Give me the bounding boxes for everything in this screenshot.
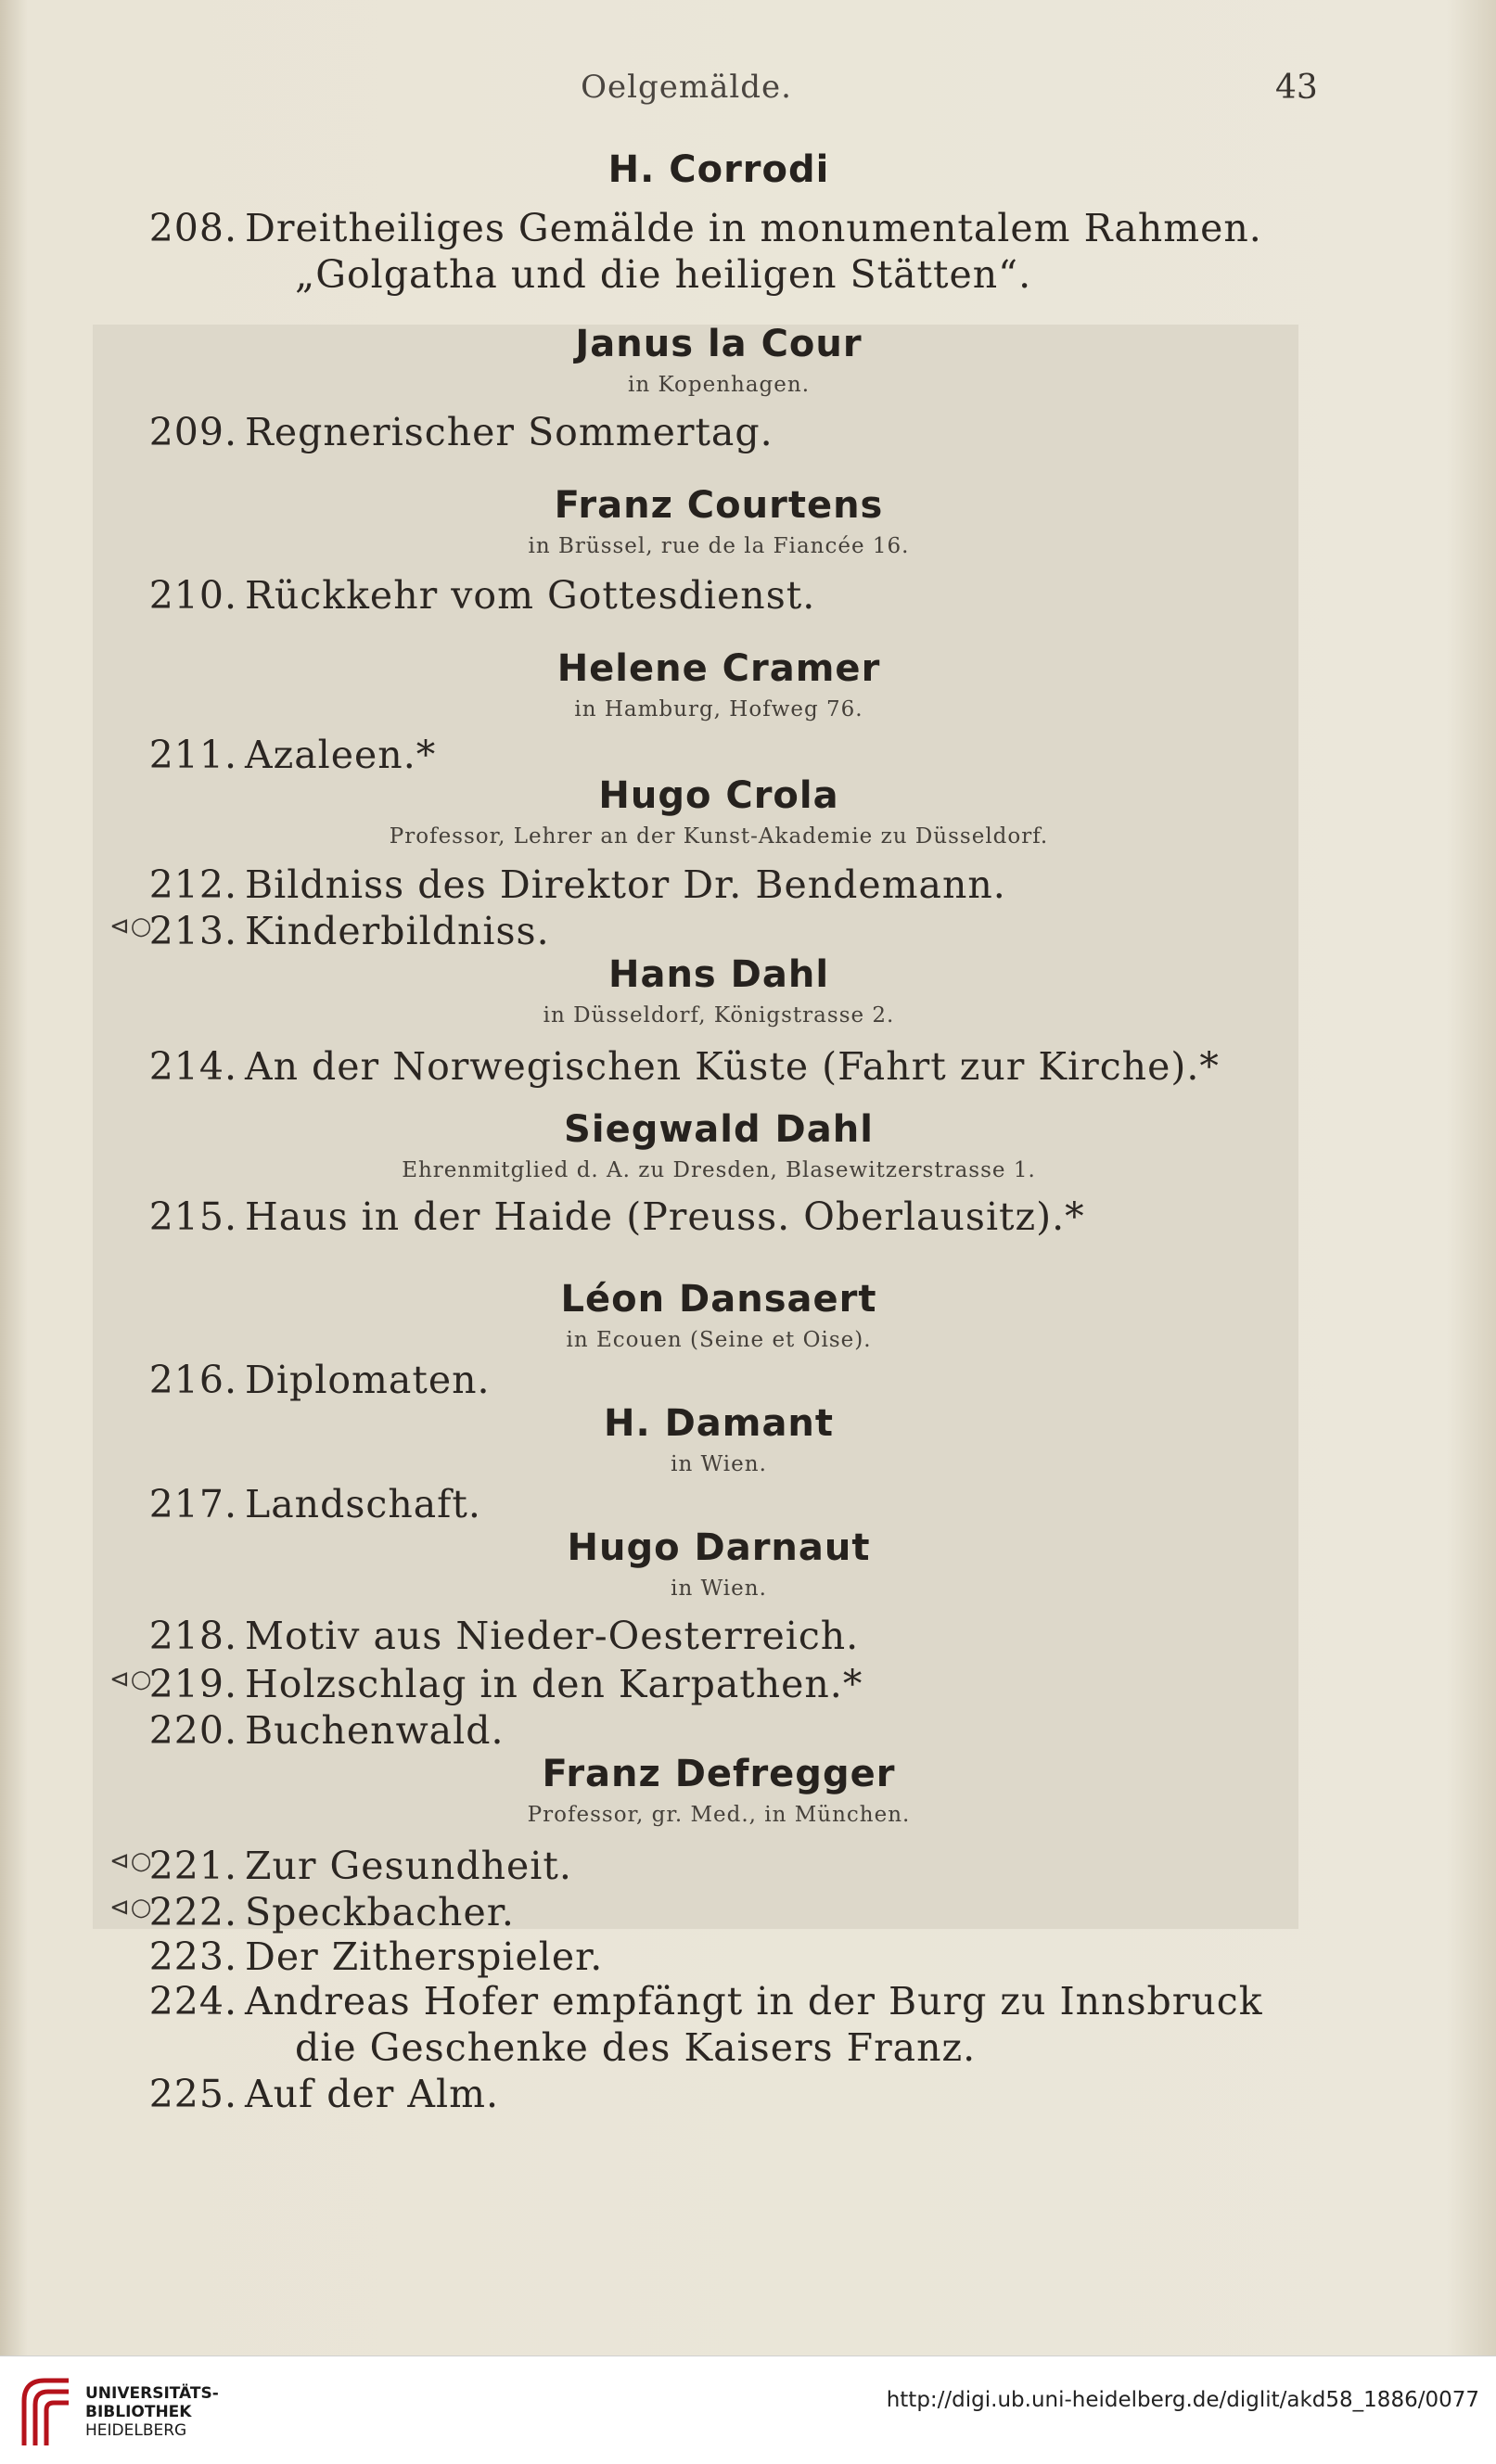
entry-number: 221. — [148, 1844, 237, 1888]
running-head — [0, 69, 1496, 115]
artist-heading — [0, 1526, 1438, 1601]
artist-name: Hugo Crola — [598, 774, 839, 817]
library-logo-icon[interactable] — [17, 2373, 76, 2451]
catalog-entry — [0, 1614, 1391, 1660]
catalog-entry — [0, 1890, 1391, 1936]
entry-number: 208. — [148, 206, 237, 250]
entry-title: Auf der Alm. — [245, 2072, 499, 2116]
entry-title: Rückkehr vom Gottesdienst. — [245, 573, 816, 618]
artist-heading — [0, 1108, 1438, 1182]
artist-info: in Kopenhagen. — [627, 373, 811, 397]
entry-title: An der Norwegischen Küste (Fahrt zur Kirche).* — [245, 1044, 1220, 1089]
entry-title: Holzschlag in den Karpathen.* — [245, 1662, 863, 1706]
entry-number: 216. — [148, 1358, 237, 1402]
artist-name: Hugo Darnaut — [567, 1526, 871, 1569]
catalog-entry — [0, 862, 1391, 909]
artist-heading — [0, 148, 1438, 191]
artist-name: Hans Dahl — [607, 953, 830, 996]
artist-name: Janus la Cour — [575, 323, 863, 365]
artist-info: in Düsseldorf, Königstrasse 2. — [543, 1003, 895, 1028]
entry-mark: ⊲○ — [109, 1666, 153, 1693]
artist-heading — [0, 1278, 1438, 1352]
entry-number: 217. — [148, 1482, 237, 1526]
footer-bar — [0, 2355, 1496, 2464]
logo-line-2: BIBLIOTHEK — [85, 2403, 192, 2421]
artist-info: in Wien. — [671, 1452, 767, 1476]
entry-number: 211. — [148, 733, 237, 777]
entry-number: 222. — [148, 1890, 237, 1934]
catalog-entry — [0, 573, 1391, 619]
catalog-entry — [0, 1662, 1391, 1708]
entry-title: Kinderbildniss. — [245, 909, 550, 953]
entry-title: Motiv aus Nieder-Oesterreich. — [245, 1614, 860, 1658]
entry-number: 214. — [148, 1044, 237, 1089]
artist-name: Franz Defregger — [542, 1753, 896, 1795]
artist-name: Franz Courtens — [554, 484, 884, 527]
entry-title: Bildniss des Direktor Dr. Bendemann. — [245, 862, 1006, 907]
catalog-entry — [0, 1482, 1391, 1528]
entry-title: Diplomaten. — [245, 1358, 491, 1402]
entry-number: 212. — [148, 862, 237, 907]
logo-line-3: HEIDELBERG — [85, 2421, 187, 2440]
entry-title: Azaleen.* — [245, 733, 437, 777]
artist-heading — [0, 953, 1438, 1028]
artist-heading — [0, 1753, 1438, 1827]
catalog-entry — [0, 2072, 1391, 2118]
library-logo-text[interactable] — [85, 2384, 219, 2440]
artist-info: Professor, Lehrer an der Kunst-Akademie zu Düsseldorf. — [389, 824, 1049, 849]
entry-number: 209. — [148, 410, 237, 454]
entry-title: Buchenwald. — [245, 1708, 505, 1753]
entry-title: Landschaft. — [245, 1482, 481, 1526]
entry-title: Haus in der Haide (Preuss. Oberlausitz).* — [245, 1194, 1085, 1239]
artist-heading — [0, 647, 1438, 721]
source-url-link[interactable]: http://digi.ub.uni-heidelberg.de/diglit/akd58_1886/0077 — [886, 2388, 1479, 2412]
catalog-entry — [0, 1044, 1391, 1091]
logo-line-1: UNIVERSITÄTS- — [85, 2384, 219, 2403]
catalog-entry — [0, 410, 1391, 456]
entry-number: 223. — [148, 1934, 237, 1979]
catalog-entry — [0, 206, 1391, 252]
catalog-entry — [0, 1844, 1391, 1890]
catalog-entry — [0, 1979, 1391, 2025]
entry-number: 218. — [148, 1614, 237, 1658]
entry-number: 213. — [148, 909, 237, 953]
entry-title: Speckbacher. — [245, 1890, 515, 1934]
entry-title: Der Zitherspieler. — [245, 1934, 604, 1979]
artist-name: Léon Dansaert — [560, 1278, 877, 1321]
entry-mark: ⊲○ — [109, 1847, 153, 1875]
catalog-entry — [0, 733, 1391, 779]
catalog-entry — [0, 1708, 1391, 1755]
entry-title-continuation: die Geschenke des Kaisers Franz. — [295, 2025, 977, 2070]
running-head-title: Oelgemälde. — [581, 69, 792, 106]
artist-info: in Wien. — [671, 1577, 767, 1601]
artist-name: H. Corrodi — [607, 148, 830, 191]
artist-info: Professor, gr. Med., in München. — [527, 1803, 911, 1827]
entry-number: 220. — [148, 1708, 237, 1753]
artist-heading — [0, 1402, 1438, 1476]
artist-heading — [0, 484, 1438, 558]
entry-number: 219. — [148, 1662, 237, 1706]
entry-title: Andreas Hofer empfängt in der Burg zu Innsbruck — [245, 1979, 1263, 2024]
catalog-entry — [0, 1934, 1391, 1981]
entry-title: Dreitheiliges Gemälde in monumentalem Rahmen. — [245, 206, 1262, 250]
entry-title-continuation: „Golgatha und die heiligen Stätten“. — [295, 252, 1032, 297]
artist-info: in Hamburg, Hofweg 76. — [574, 697, 863, 721]
artist-heading — [0, 323, 1438, 397]
entry-title: Regnerischer Sommertag. — [245, 410, 774, 454]
entry-number: 215. — [148, 1194, 237, 1239]
artist-info: Ehrenmitglied d. A. zu Dresden, Blasewitzerstrasse 1. — [402, 1158, 1036, 1182]
artist-name: Helene Cramer — [556, 647, 881, 690]
catalog-entry — [0, 1358, 1391, 1404]
artist-heading — [0, 774, 1438, 849]
entry-number: 210. — [148, 573, 237, 618]
artist-name: Siegwald Dahl — [564, 1108, 874, 1151]
entry-number: 225. — [148, 2072, 237, 2116]
artist-name: H. Damant — [603, 1402, 835, 1445]
catalog-entry — [0, 1194, 1391, 1241]
entry-mark: ⊲○ — [109, 1894, 153, 1921]
entry-title: Zur Gesundheit. — [245, 1844, 572, 1888]
entry-mark: ⊲○ — [109, 913, 153, 940]
artist-info: in Brüssel, rue de la Fiancée 16. — [528, 534, 910, 558]
entry-number: 224. — [148, 1979, 237, 2024]
page-number: 43 — [1275, 69, 1318, 107]
artist-info: in Ecouen (Seine et Oise). — [566, 1328, 872, 1352]
catalog-entry — [0, 909, 1391, 955]
